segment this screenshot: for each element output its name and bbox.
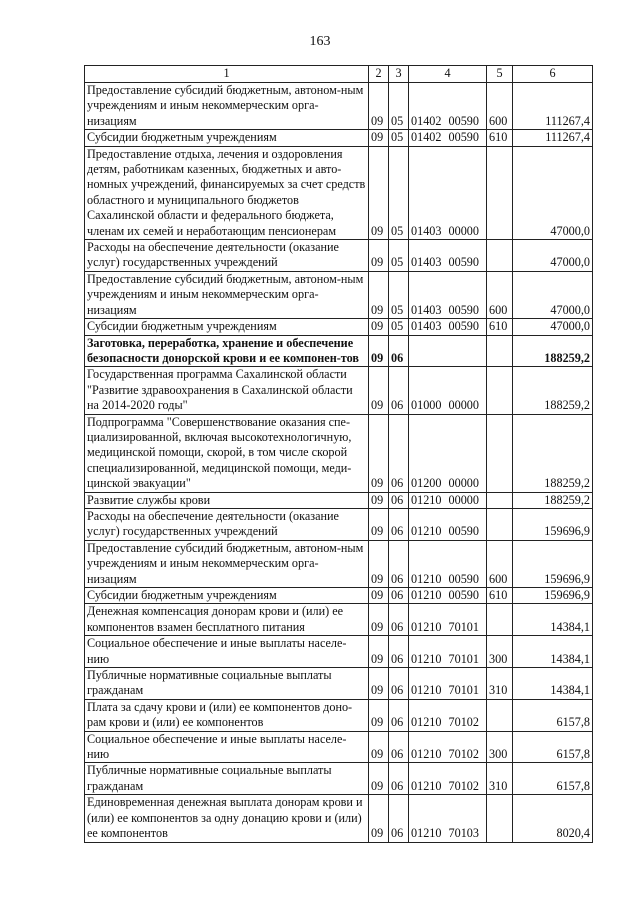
table-row	[85, 668, 593, 700]
amount-cell: 47000,0	[513, 319, 593, 335]
subsection-code-cell: 06	[389, 668, 409, 700]
table-header-row	[85, 66, 593, 83]
amount-cell: 159696,9	[513, 540, 593, 587]
table-row	[85, 731, 593, 763]
section-code-cell: 09	[369, 508, 389, 540]
expense-type-cell	[487, 492, 513, 508]
amount-cell: 47000,0	[513, 240, 593, 272]
section-code-cell: 09	[369, 319, 389, 335]
amount-cell: 6157,8	[513, 763, 593, 795]
subsection-code-cell: 06	[389, 508, 409, 540]
item-name-cell: Заготовка, переработка, хранение и обеспечение безопасности донорской крови и ее компонен-тов	[85, 335, 369, 367]
item-name-cell: Единовременная денежная выплата донорам крови и (или) ее компонентов за одну донацию крови и (или) ее компонентов	[85, 795, 369, 842]
expense-type-cell	[487, 795, 513, 842]
section-code-cell: 09	[369, 367, 389, 414]
target-article-cell: 01210 00590	[409, 508, 487, 540]
table-row	[85, 414, 593, 492]
header-cell: 3	[389, 66, 409, 83]
section-code-cell: 09	[369, 668, 389, 700]
table-row	[85, 636, 593, 668]
amount-cell: 188259,2	[513, 414, 593, 492]
expense-type-cell	[487, 367, 513, 414]
expense-type-cell	[487, 414, 513, 492]
item-name-cell: Социальное обеспечение и иные выплаты населе-нию	[85, 731, 369, 763]
section-code-cell: 09	[369, 636, 389, 668]
table-row	[85, 83, 593, 130]
subsection-code-cell: 06	[389, 588, 409, 604]
amount-cell: 159696,9	[513, 508, 593, 540]
amount-cell: 111267,4	[513, 83, 593, 130]
section-code-cell: 09	[369, 492, 389, 508]
target-article-cell: 01402 00590	[409, 83, 487, 130]
expense-type-cell: 600	[487, 271, 513, 318]
item-name-cell: Публичные нормативные социальные выплаты гражданам	[85, 763, 369, 795]
subsection-code-cell: 06	[389, 731, 409, 763]
expense-type-cell: 310	[487, 668, 513, 700]
expense-type-cell	[487, 604, 513, 636]
table-row	[85, 367, 593, 414]
amount-cell: 14384,1	[513, 636, 593, 668]
section-code-cell: 09	[369, 588, 389, 604]
amount-cell: 111267,4	[513, 130, 593, 146]
section-code-cell: 09	[369, 335, 389, 367]
table-row	[85, 540, 593, 587]
item-name-cell: Денежная компенсация донорам крови и (или) ее компонентов взамен бесплатного питания	[85, 604, 369, 636]
header-cell: 4	[409, 66, 487, 83]
expense-type-cell	[487, 146, 513, 239]
section-code-cell: 09	[369, 731, 389, 763]
table-row	[85, 271, 593, 318]
subsection-code-cell: 06	[389, 335, 409, 367]
table-row	[85, 130, 593, 146]
subsection-code-cell: 05	[389, 240, 409, 272]
item-name-cell: Подпрограмма "Совершенствование оказания спе-циализированной, включая высокотехнологичную, медицинской помощи, скорой, в том числе скорой специализированной, медицинской помощи, меди-цинской эвакуации"	[85, 414, 369, 492]
table-row	[85, 699, 593, 731]
section-code-cell: 09	[369, 795, 389, 842]
amount-cell: 8020,4	[513, 795, 593, 842]
section-code-cell: 09	[369, 414, 389, 492]
target-article-cell: 01403 00590	[409, 271, 487, 318]
table-row	[85, 795, 593, 842]
expense-type-cell	[487, 699, 513, 731]
subsection-code-cell: 05	[389, 83, 409, 130]
subsection-code-cell: 06	[389, 636, 409, 668]
target-article-cell: 01210 70101	[409, 636, 487, 668]
subsection-code-cell: 06	[389, 604, 409, 636]
expense-type-cell	[487, 335, 513, 367]
target-article-cell: 01403 00590	[409, 319, 487, 335]
expense-type-cell: 300	[487, 731, 513, 763]
item-name-cell: Плата за сдачу крови и (или) ее компонентов доно-рам крови и (или) ее компонентов	[85, 699, 369, 731]
target-article-cell: 01000 00000	[409, 367, 487, 414]
target-article-cell: 01402 00590	[409, 130, 487, 146]
header-cell: 5	[487, 66, 513, 83]
subsection-code-cell: 06	[389, 699, 409, 731]
expense-type-cell: 600	[487, 83, 513, 130]
section-code-cell: 09	[369, 130, 389, 146]
amount-cell: 14384,1	[513, 604, 593, 636]
expense-type-cell: 610	[487, 319, 513, 335]
section-code-cell: 09	[369, 83, 389, 130]
target-article-cell: 01210 70102	[409, 731, 487, 763]
header-cell: 1	[85, 66, 369, 83]
table-row	[85, 319, 593, 335]
budget-table	[84, 65, 593, 843]
expense-type-cell	[487, 508, 513, 540]
item-name-cell: Государственная программа Сахалинской области "Развитие здравоохранения в Сахалинской области на 2014-2020 годы"	[85, 367, 369, 414]
expense-type-cell: 310	[487, 763, 513, 795]
expense-type-cell: 300	[487, 636, 513, 668]
subsection-code-cell: 05	[389, 319, 409, 335]
target-article-cell: 01200 00000	[409, 414, 487, 492]
expense-type-cell: 600	[487, 540, 513, 587]
target-article-cell: 01210 00590	[409, 588, 487, 604]
item-name-cell: Субсидии бюджетным учреждениям	[85, 588, 369, 604]
table-row	[85, 763, 593, 795]
target-article-cell: 01210 00000	[409, 492, 487, 508]
amount-cell: 6157,8	[513, 699, 593, 731]
section-code-cell: 09	[369, 146, 389, 239]
item-name-cell: Предоставление отдыха, лечения и оздоровления детям, работникам казенных, бюджетных и авто-номных учреждений, финансируемых за счет средств областного и муниципального бюджетов Сахалинской области и федерального бюджета, членам их семей и неработающим пенсионерам	[85, 146, 369, 239]
header-cell: 6	[513, 66, 593, 83]
target-article-cell: 01403 00590	[409, 240, 487, 272]
section-code-cell: 09	[369, 271, 389, 318]
amount-cell: 47000,0	[513, 146, 593, 239]
amount-cell: 159696,9	[513, 588, 593, 604]
section-code-cell: 09	[369, 540, 389, 587]
target-article-cell: 01210 00590	[409, 540, 487, 587]
item-name-cell: Предоставление субсидий бюджетным, автоном-ным учреждениям и иным некоммерческим орга-низациям	[85, 83, 369, 130]
item-name-cell: Субсидии бюджетным учреждениям	[85, 319, 369, 335]
expense-type-cell: 610	[487, 588, 513, 604]
item-name-cell: Расходы на обеспечение деятельности (оказание услуг) государственных учреждений	[85, 508, 369, 540]
header-cell: 2	[369, 66, 389, 83]
amount-cell: 47000,0	[513, 271, 593, 318]
amount-cell: 188259,2	[513, 492, 593, 508]
target-article-cell: 01210 70103	[409, 795, 487, 842]
item-name-cell: Публичные нормативные социальные выплаты гражданам	[85, 668, 369, 700]
subsection-code-cell: 06	[389, 540, 409, 587]
subsection-code-cell: 06	[389, 492, 409, 508]
subsection-code-cell: 05	[389, 146, 409, 239]
target-article-cell: 01403 00000	[409, 146, 487, 239]
section-code-cell: 09	[369, 699, 389, 731]
target-article-cell: 01210 70101	[409, 604, 487, 636]
table-row	[85, 492, 593, 508]
section-code-cell: 09	[369, 240, 389, 272]
amount-cell: 6157,8	[513, 731, 593, 763]
amount-cell: 188259,2	[513, 367, 593, 414]
table-row	[85, 588, 593, 604]
subsection-code-cell: 06	[389, 414, 409, 492]
table-body	[85, 83, 593, 843]
table-row	[85, 604, 593, 636]
section-code-cell: 09	[369, 763, 389, 795]
item-name-cell: Субсидии бюджетным учреждениям	[85, 130, 369, 146]
target-article-cell: 01210 70102	[409, 763, 487, 795]
item-name-cell: Предоставление субсидий бюджетным, автоном-ным учреждениям и иным некоммерческим орга-низациям	[85, 271, 369, 318]
item-name-cell: Социальное обеспечение и иные выплаты населе-нию	[85, 636, 369, 668]
expense-type-cell	[487, 240, 513, 272]
table-row	[85, 508, 593, 540]
section-code-cell: 09	[369, 604, 389, 636]
subsection-code-cell: 06	[389, 763, 409, 795]
target-article-cell	[409, 335, 487, 367]
subsection-code-cell: 06	[389, 367, 409, 414]
amount-cell: 14384,1	[513, 668, 593, 700]
expense-type-cell: 610	[487, 130, 513, 146]
target-article-cell: 01210 70102	[409, 699, 487, 731]
table-row	[85, 335, 593, 367]
subsection-code-cell: 06	[389, 795, 409, 842]
target-article-cell: 01210 70101	[409, 668, 487, 700]
item-name-cell: Расходы на обеспечение деятельности (оказание услуг) государственных учреждений	[85, 240, 369, 272]
item-name-cell: Предоставление субсидий бюджетным, автоном-ным учреждениям и иным некоммерческим орга-низациям	[85, 540, 369, 587]
table-row	[85, 146, 593, 239]
table-row	[85, 240, 593, 272]
subsection-code-cell: 05	[389, 130, 409, 146]
amount-cell: 188259,2	[513, 335, 593, 367]
subsection-code-cell: 05	[389, 271, 409, 318]
page-number: 163	[309, 34, 331, 49]
item-name-cell: Развитие службы крови	[85, 492, 369, 508]
